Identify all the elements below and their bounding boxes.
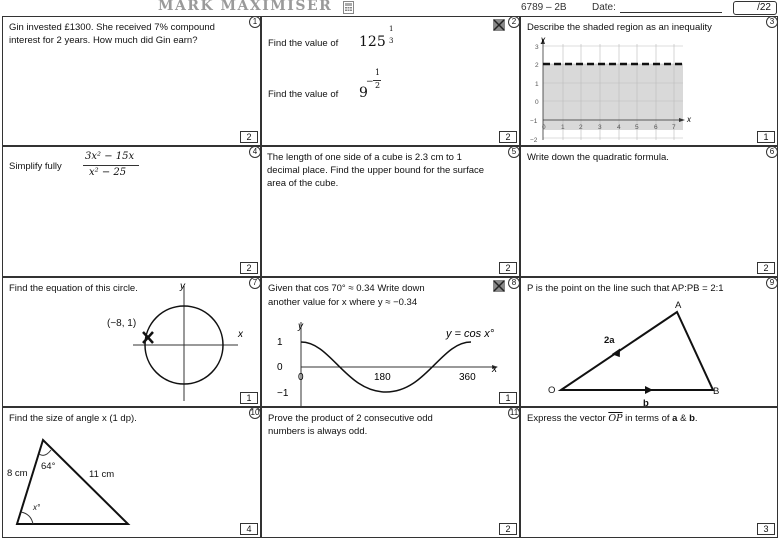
question-cell-11 xyxy=(261,407,520,538)
worksheet-code: 6789 – 2B xyxy=(521,2,567,13)
cos-y-tick-neg1: −1 xyxy=(277,388,289,399)
y-tick-neg1: −1 xyxy=(530,118,538,125)
marks-box-1: 2 xyxy=(240,131,258,143)
circle-diagram xyxy=(103,281,243,401)
cos-x-tick-180: 180 xyxy=(374,372,391,383)
triangle-angle-x: x° xyxy=(33,503,41,512)
triangle-side-left: 8 cm xyxy=(7,468,28,479)
question-number-11: 11 xyxy=(509,408,519,417)
question-12-amp: & xyxy=(680,413,687,424)
marks-box-12: 3 xyxy=(757,523,775,535)
no-calculator-icon xyxy=(493,280,505,292)
triangle-diagram xyxy=(13,438,143,533)
cosine-graph xyxy=(276,312,516,407)
question-2b-base: 9 xyxy=(359,85,368,101)
marks-box-8: 1 xyxy=(499,392,517,404)
x-tick-4: 4 xyxy=(617,124,621,131)
question-number-7: 7 xyxy=(249,277,261,289)
marks-box-5: 2 xyxy=(499,262,517,274)
question-5-text: The length of one side of a cube is 2.3 cm to 1 decimal place. Find the upper bound for the surface area of the cube. xyxy=(267,152,485,189)
question-9-text: P is the point on the line such that AP:PB = 2:1 xyxy=(527,283,724,294)
question-12-vector-b: b xyxy=(689,413,695,424)
question-2a-base: 125 xyxy=(359,34,386,50)
question-cell-5 xyxy=(261,146,520,277)
vector-label-o-point: O xyxy=(548,385,556,396)
question-10-text: Find the size of angle x (1 dp). xyxy=(9,413,137,424)
question-number-6: 6 xyxy=(766,146,778,158)
question-4-denominator: x² − 25 xyxy=(89,167,127,178)
vector-label-2a: 2a xyxy=(604,335,615,346)
inequality-graph xyxy=(529,36,704,148)
circle-x-label: x xyxy=(238,329,243,340)
calculator-icon xyxy=(343,1,354,14)
question-cell-2 xyxy=(261,16,520,146)
question-number-4: 4 xyxy=(249,146,261,158)
circle-y-label: y xyxy=(180,281,185,292)
question-number-5: 5 xyxy=(508,146,520,158)
question-4-prompt: Simplify fully xyxy=(9,161,62,172)
question-2b-exponent-den: 2 xyxy=(375,81,381,90)
marks-box-7: 1 xyxy=(240,392,258,404)
question-6-text: Write down the quadratic formula. xyxy=(527,152,669,163)
question-12-text xyxy=(527,412,767,425)
question-12-text-b: in terms of xyxy=(625,413,670,424)
y-tick-1: 1 xyxy=(535,81,539,88)
x-tick-1: 1 xyxy=(561,124,565,131)
marks-box-3: 1 xyxy=(757,131,775,143)
question-number-10: 10 xyxy=(250,408,260,417)
worksheet-header xyxy=(0,0,780,16)
question-11-text: Prove the product of 2 consecutive odd numbers is always odd. xyxy=(268,413,433,437)
question-7-text: Find the equation of this circle. xyxy=(9,283,138,294)
cos-y-tick-0: 0 xyxy=(277,362,283,373)
cos-curve-label: y = cos x° xyxy=(446,328,495,340)
graph-x-label: x xyxy=(687,115,691,124)
y-tick-3: 3 xyxy=(535,44,539,51)
question-2a-prompt: Find the value of xyxy=(268,38,339,49)
question-cell-10 xyxy=(2,407,261,538)
question-cell-9 xyxy=(520,277,778,407)
vector-label-a-point: A xyxy=(675,300,682,311)
cos-x-tick-360: 360 xyxy=(459,372,476,383)
question-number-8: 8 xyxy=(508,277,520,289)
question-8-text-b: another value for x where y ≈ −0.34 xyxy=(268,297,418,308)
question-cell-7 xyxy=(2,277,261,407)
x-tick-6: 6 xyxy=(654,124,658,131)
question-1-text: Gin invested £1300. She received 7% compound interest for 2 years. How much did Gin earn? xyxy=(9,22,215,46)
question-12-vector-a: a xyxy=(672,413,678,424)
question-cell-3 xyxy=(520,16,778,146)
marks-box-2: 2 xyxy=(499,131,517,143)
y-tick-0: 0 xyxy=(535,99,539,106)
question-cell-8 xyxy=(261,277,520,407)
vector-label-b-point: B xyxy=(713,386,720,397)
y-tick-neg2: −2 xyxy=(530,137,538,144)
x-tick-3: 3 xyxy=(598,124,602,131)
circle-point-label: (−8, 1) xyxy=(107,318,137,329)
question-cell-1 xyxy=(2,16,261,146)
triangle-side-right: 11 cm xyxy=(89,469,115,480)
question-2b-exponent-num: 1 xyxy=(375,68,381,77)
total-score-box[interactable]: /22 xyxy=(733,1,777,15)
question-number-2: 2 xyxy=(508,16,520,28)
triangle-angle-top: 64° xyxy=(41,461,56,472)
question-8-text-a: Given that cos 70° ≈ 0.34 Write down xyxy=(268,283,425,294)
x-tick-0: 0 xyxy=(542,124,546,131)
date-label: Date: xyxy=(592,2,616,13)
graph-y-label: y xyxy=(541,36,545,44)
x-tick-5: 5 xyxy=(635,124,639,131)
marks-box-11: 2 xyxy=(499,523,517,535)
marks-box-6: 2 xyxy=(757,262,775,274)
question-number-1: 1 xyxy=(249,16,261,28)
question-2a-exponent-num: 1 xyxy=(389,25,394,33)
marks-box-10: 4 xyxy=(240,523,258,535)
question-number-3: 3 xyxy=(766,16,778,28)
question-12-vector: $\overline{OP}$ xyxy=(608,413,623,424)
question-12-end: . xyxy=(694,413,698,424)
cos-x-tick-0: 0 xyxy=(298,372,304,383)
marks-box-4: 2 xyxy=(240,262,258,274)
worksheet-title: MARK MAXIMISER xyxy=(158,0,333,14)
x-tick-2: 2 xyxy=(579,124,583,131)
question-2b-exponent-sign: − xyxy=(366,77,374,87)
question-cell-12 xyxy=(520,407,778,538)
vector-label-b: b xyxy=(643,398,649,409)
y-tick-2: 2 xyxy=(535,62,539,69)
cos-y-tick-1: 1 xyxy=(277,337,283,348)
question-cell-6 xyxy=(520,146,778,277)
cos-y-label: y xyxy=(298,321,303,332)
question-4-numerator: 3x² − 15x xyxy=(85,151,135,162)
question-3-text: Describe the shaded region as an inequality xyxy=(527,22,712,33)
fraction-bar xyxy=(83,165,139,166)
question-cell-4 xyxy=(2,146,261,277)
question-number-9: 9 xyxy=(766,277,778,289)
date-input-line[interactable] xyxy=(620,12,722,13)
no-calculator-icon xyxy=(493,19,505,31)
question-12-text-a: Express the vector xyxy=(527,413,606,424)
cos-x-label: x xyxy=(492,364,497,375)
question-2b-prompt: Find the value of xyxy=(268,89,339,100)
x-tick-7: 7 xyxy=(672,124,676,131)
question-2a-exponent-den: 3 xyxy=(389,37,394,45)
